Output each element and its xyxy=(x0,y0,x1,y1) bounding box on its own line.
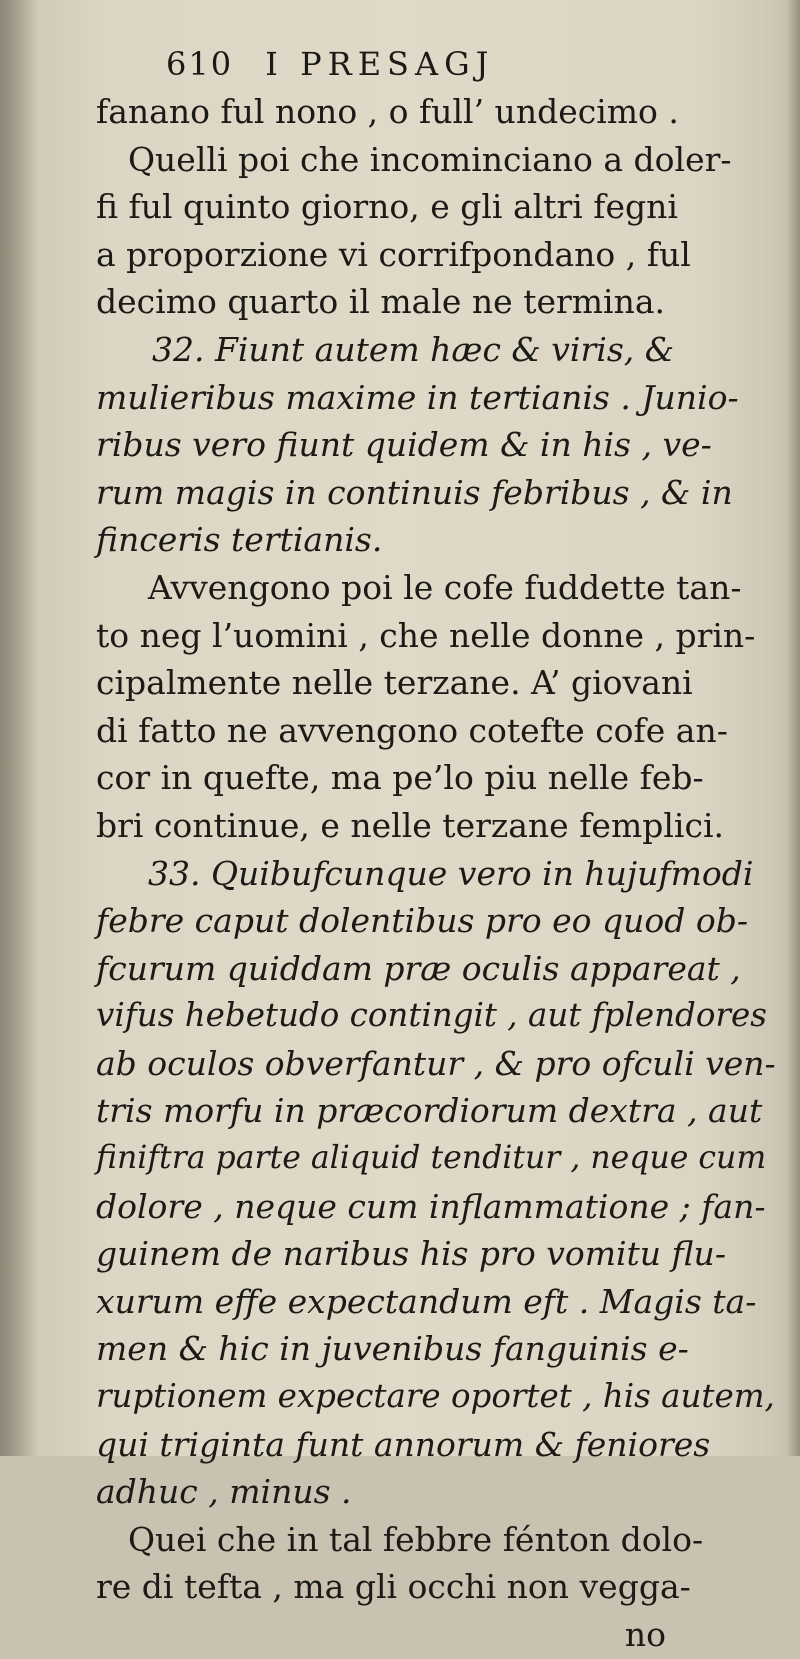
text-line: Quei che in tal febbre fénton dolo- xyxy=(128,1519,704,1559)
text-line: guinem de naribus his pro vomitu flu- xyxy=(96,1234,726,1274)
text-line: tris morfu in præcordiorum dextra , aut xyxy=(96,1091,763,1131)
text-line: ribus vero fiunt quidem & in his , ve- xyxy=(96,425,712,465)
text-line: Quelli poi che incominciano a doler- xyxy=(128,139,732,179)
text-line: decimo quarto il male ne termina. xyxy=(96,282,666,322)
body-lines xyxy=(96,88,776,1611)
text-line: di fatto ne avvengono cotefte cofe an- xyxy=(96,710,728,750)
text-line: fcurum quiddam præ oculis appareat , xyxy=(96,948,741,988)
page-edge xyxy=(786,0,800,1456)
text-line: fi ful quinto giorno, e gli altri fegni xyxy=(96,187,678,227)
text-line: 33. Quibufcunque vero in hujufmodi xyxy=(148,853,754,893)
text-line: Avvengono poi le cofe fuddette tan- xyxy=(148,567,742,607)
text-line: dolore , neque cum inflammatione ; fan- xyxy=(96,1186,766,1226)
running-header xyxy=(166,40,776,88)
text-line: fanano ful nono , o full’ undecimo . xyxy=(96,92,679,131)
text-line: men & hic in juvenibus fanguinis e- xyxy=(96,1329,689,1369)
text-line: febre caput dolentibus pro eo quod ob- xyxy=(96,901,749,941)
text-line: a proporzione vi corrifpondano , ful xyxy=(96,234,691,274)
text-line: ruptionem expectare oportet , his autem, xyxy=(96,1377,775,1416)
text-line: cipalmente nelle terzane. A’ giovani xyxy=(96,663,693,703)
text-line: qui triginta funt annorum & feniores xyxy=(96,1424,711,1464)
text-line: finceris tertianis. xyxy=(96,520,383,560)
text-line: xurum effe expectandum eft . Magis ta- xyxy=(96,1281,757,1321)
text-line: 32. Fiunt autem hæc & viris, & xyxy=(152,329,675,369)
text-line: vifus hebetudo contingit , aut fplendores xyxy=(96,996,767,1035)
text-line: mulieribus maxime in tertianis . Junio- xyxy=(96,377,739,417)
text-line: ab oculos obverfantur , & pro ofculi ven- xyxy=(96,1043,776,1083)
text-line: bri continue, e nelle terzane femplici. xyxy=(96,805,724,845)
text-line: re di tefta , ma gli occhi non vegga- xyxy=(96,1567,691,1607)
text-block xyxy=(96,40,776,1659)
text-line: adhuc , minus . xyxy=(96,1472,352,1512)
text-line: finiftra parte aliquid tenditur , neque cum xyxy=(96,1140,767,1177)
catchword: no xyxy=(624,1615,666,1654)
binding-shadow xyxy=(0,0,38,1456)
text-line: rum magis in continuis febribus , & in xyxy=(96,472,733,512)
page-number: 610 xyxy=(166,45,234,83)
text-line: cor in quefte, ma pe’lo piu nelle feb- xyxy=(96,758,704,798)
text-line: to neg l’uomini , che nelle donne , prin- xyxy=(96,615,756,655)
running-title: I PRESAGJ xyxy=(265,45,495,83)
